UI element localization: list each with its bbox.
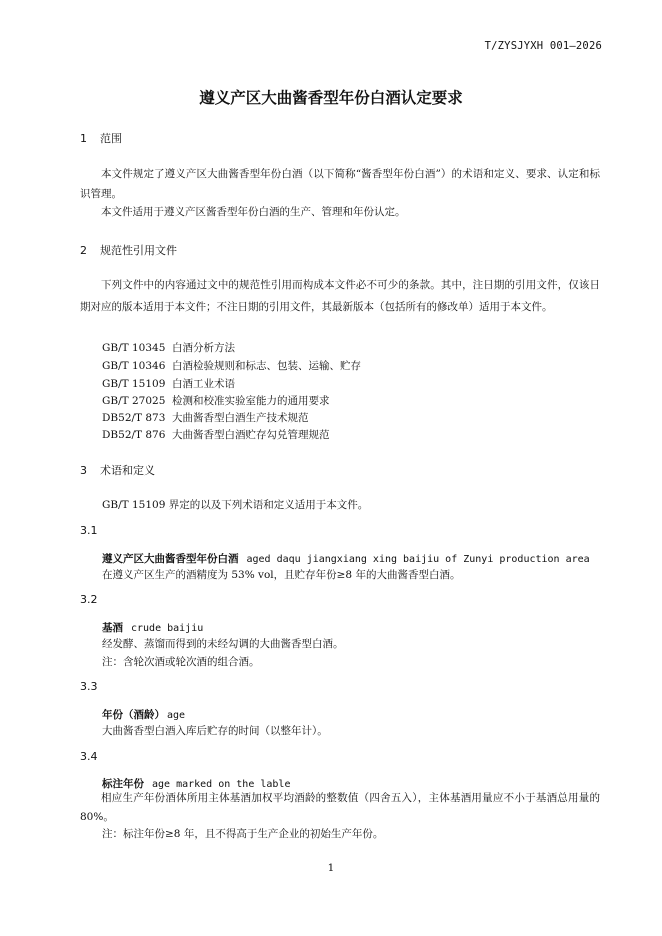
clause-number: 3.3 — [80, 680, 98, 693]
reference-item — [102, 376, 235, 391]
section-number: 1 — [80, 132, 87, 145]
section-heading-normative — [80, 242, 177, 258]
reference-item — [102, 340, 235, 355]
reference-code: DB52/T 876 — [102, 429, 166, 441]
term-entry — [102, 618, 203, 636]
section-number: 2 — [80, 244, 87, 257]
clause-number: 3.4 — [80, 750, 98, 763]
terms-intro: GB/T 15109 界定的以及下列术语和定义适用于本文件。 — [102, 499, 369, 511]
term-entry — [102, 549, 590, 567]
reference-item — [102, 393, 330, 408]
section-number: 3 — [80, 464, 87, 477]
scope-paragraph-2: 本文件适用于遵义产区酱香型年份白酒的生产、管理和年份认定。 — [101, 206, 406, 218]
term-definition: 经发酵、蒸馏而得到的未经勾调的大曲酱香型白酒。 — [102, 638, 344, 650]
document-code: T/ZYSJYXH 001—2026 — [484, 40, 602, 52]
reference-title: 白酒分析方法 — [172, 342, 235, 354]
term-english: aged daqu jiangxiang xing baijiu of Zunyi production area — [246, 554, 590, 565]
reference-item — [102, 427, 330, 442]
reference-title: 白酒工业术语 — [172, 378, 235, 390]
term-definition: 大曲酱香型白酒入库后贮存的时间（以整年计）。 — [102, 725, 328, 737]
term-note: 注：标注年份≥8 年，且不得高于生产企业的初始生产年份。 — [102, 828, 384, 840]
term-name: 基酒 — [102, 622, 123, 634]
reference-item — [102, 358, 361, 373]
normative-intro: 下列文件中的内容通过文中的规范性引用而构成本文件必不可少的条款。其中，注日期的引用文件，仅该日期对应的版本适用于本文件；不注日期的引用文件，其最新版本（包括所有的修改单）适用于本文件。 — [80, 279, 600, 313]
reference-code: GB/T 27025 — [102, 395, 166, 407]
reference-code: GB/T 10346 — [102, 360, 166, 372]
reference-title: 检测和校准实验室能力的通用要求 — [172, 395, 330, 407]
clause-number: 3.1 — [80, 524, 98, 537]
term-english: age marked on the lable — [152, 779, 291, 790]
term-name: 年份（酒龄） — [102, 709, 165, 721]
reference-title: 大曲酱香型白酒贮存勾兑管理规范 — [172, 429, 330, 441]
term-name: 遵义产区大曲酱香型年份白酒 — [102, 553, 239, 565]
term-entry — [102, 705, 185, 723]
reference-code: DB52/T 873 — [102, 412, 166, 424]
reference-title: 白酒检验规则和标志、包装、运输、贮存 — [172, 360, 361, 372]
section-title: 规范性引用文件 — [100, 244, 177, 257]
reference-item — [102, 410, 309, 425]
reference-code: GB/T 10345 — [102, 342, 166, 354]
section-title: 术语和定义 — [100, 464, 155, 477]
term-note: 注：含轮次酒或轮次酒的组合酒。 — [102, 656, 260, 668]
section-heading-terms — [80, 462, 155, 478]
document-title: 遵义产区大曲酱香型年份白酒认定要求 — [199, 89, 463, 107]
clause-number: 3.2 — [80, 593, 98, 606]
section-heading-scope — [80, 130, 122, 146]
term-name: 标注年份 — [102, 778, 144, 790]
page-number: 1 — [327, 862, 335, 874]
term-english: age — [167, 710, 186, 721]
reference-code: GB/T 15109 — [102, 378, 166, 390]
term-definition: 相应生产年份酒体所用主体基酒加权平均酒龄的整数值（四舍五入），主体基酒用量应不小于基酒总用量的 80%。 — [80, 792, 600, 823]
section-title: 范围 — [100, 132, 122, 145]
term-definition: 在遵义产区生产的酒精度为 53% vol，且贮存年份≥8 年的大曲酱香型白酒。 — [102, 569, 461, 581]
term-english: crude baijiu — [131, 623, 204, 634]
reference-title: 大曲酱香型白酒生产技术规范 — [172, 412, 309, 424]
scope-paragraph-1: 本文件规定了遵义产区大曲酱香型年份白酒（以下简称“酱香型年份白酒”）的术语和定义、要求、认定和标识管理。 — [80, 168, 600, 200]
